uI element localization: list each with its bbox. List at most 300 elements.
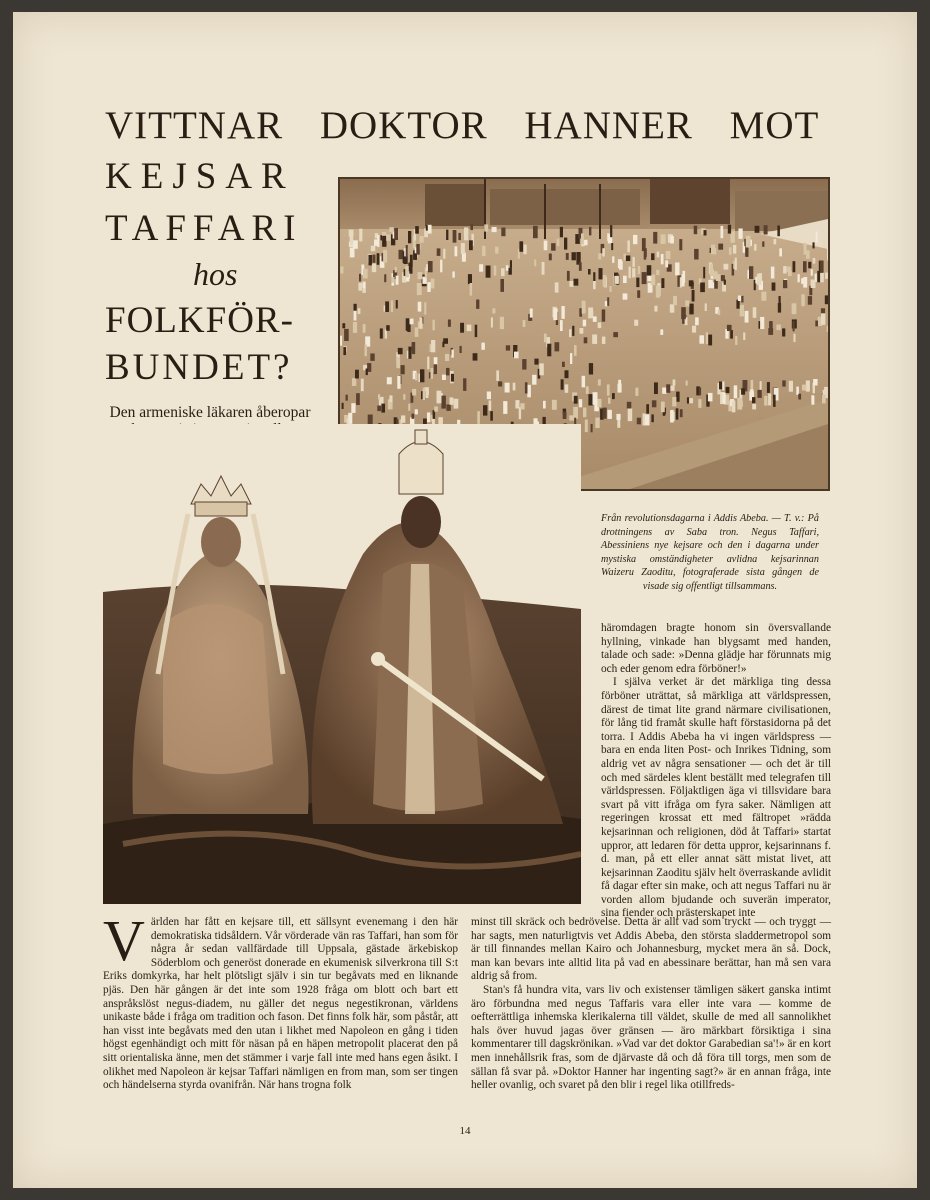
magazine-page — [13, 12, 917, 1188]
crowd-figure — [706, 332, 708, 344]
crowd-figure — [673, 296, 677, 305]
crowd-figure — [729, 247, 732, 255]
crowd-figure — [694, 249, 699, 260]
crowd-figure — [619, 261, 623, 270]
crowd-figure — [591, 424, 593, 432]
crowd-figure — [822, 395, 826, 404]
crowd-figure — [506, 265, 509, 271]
crowd-figure — [661, 234, 666, 244]
crowd-figure — [450, 397, 454, 404]
crowd-figure — [583, 320, 586, 327]
crowd-figure — [452, 271, 454, 277]
crowd-figure — [783, 280, 787, 288]
crowd-figure — [451, 350, 453, 358]
crowd-figure — [572, 326, 574, 336]
crowd-figure — [406, 318, 410, 331]
crowd-figure — [492, 227, 497, 232]
crowd-figure — [361, 379, 364, 392]
crowd-figure — [437, 248, 441, 256]
crowd-figure — [597, 399, 601, 407]
crowd-figure — [772, 283, 776, 291]
paragraph: minst till skräck och bedrövelse. Detta är allt vad som tryckt — och tryggt — har sagts, men naturligtvis vet Addis Abeba, den största sladdermetropol som är till finnandes mellan Kairo och Johannesburg, mycket mera än så. Dock, man kan bevars inte alltid lita på vad en abessinare berättar, han må sen vara aldrig så from. — [471, 916, 831, 983]
crowd-figure — [670, 236, 674, 244]
crowd-figure — [372, 264, 376, 273]
crowd-figure — [610, 286, 612, 292]
crowd-figure — [420, 317, 423, 329]
crowd-figure — [788, 271, 792, 276]
crowd-figure — [801, 294, 805, 306]
crowd-figure — [487, 392, 491, 400]
crowd-figure — [652, 400, 657, 407]
crowd-figure — [460, 323, 464, 333]
crowd-figure — [387, 377, 392, 384]
crowd-figure — [789, 381, 793, 392]
crowd-figure — [670, 304, 675, 312]
crowd-figure — [377, 406, 381, 412]
crowd-figure — [666, 384, 670, 393]
crowd-figure — [743, 332, 745, 340]
crowd-figure — [628, 408, 633, 421]
crowd-figure — [570, 353, 572, 364]
crowd-figure — [661, 402, 665, 413]
crowd-figure — [645, 414, 650, 425]
crowd-figure — [588, 269, 591, 275]
crowd-figure — [585, 420, 588, 433]
crowd-figure — [695, 317, 699, 325]
crowd-figure — [463, 378, 466, 391]
crowd-figure — [514, 352, 519, 359]
crowd-figure — [580, 328, 584, 334]
crowd-figure — [745, 311, 749, 323]
crowd-figure — [392, 277, 395, 283]
crowd-figure — [401, 365, 405, 374]
crowd-figure — [564, 238, 567, 250]
crowd-figure — [582, 301, 586, 314]
crowd-figure — [727, 325, 732, 331]
paragraph: Stan's få hundra vita, vars liv och existenser tämligen säkert ganska intimt äro förbundna med negus Taffaris vara eller inte vara — komme de oefterrättliga inhemska klerikalerna till väldet, skulle de med all sannolikhet hals över huvud jagas över gränsen — äro märkbart försiktiga i sina kommentarer till dagskrönikan. »Vad var det doktor Garabedian sa'!» är en kort men innehållsrik fras, som de djärvaste då och då föra till torgs, men som de sällan få svar på. »Doktor Hanner har ingenting sagt?» är en annan fråga, inte heller ovanlig, och svaret på den blir i regel lika otillfreds- — [471, 983, 831, 1092]
crowd-figure — [632, 268, 635, 277]
crowd-figure — [796, 387, 799, 395]
crowd-figure — [616, 414, 620, 420]
crowd-figure — [730, 330, 733, 339]
crowd-figure — [415, 226, 419, 234]
crowd-figure — [475, 325, 478, 337]
crowd-figure — [602, 248, 605, 256]
crowd-figure — [395, 267, 397, 273]
crowd-figure — [792, 303, 797, 314]
deck-subheading: Den armeniske läkaren åberopar — [109, 404, 311, 421]
crowd-figure — [629, 267, 631, 279]
crowd-figure — [740, 305, 744, 317]
crowd-figure — [386, 234, 390, 240]
crowd-figure — [397, 376, 400, 389]
crowd-figure — [726, 387, 730, 393]
crowd-figure — [446, 404, 450, 411]
crowd-figure — [351, 403, 355, 413]
crowd-figure — [344, 329, 349, 341]
crowd-figure — [751, 380, 754, 389]
crowd-figure — [771, 267, 775, 279]
crowd-figure — [825, 295, 828, 304]
crowd-figure — [657, 252, 660, 258]
crowd-figure — [627, 240, 630, 252]
crowd-figure — [670, 410, 674, 423]
crowd-figure — [782, 328, 785, 336]
crowd-figure — [593, 392, 598, 405]
crowd-figure — [682, 274, 685, 286]
article-column-right — [601, 622, 831, 921]
crowd-figure — [602, 337, 606, 344]
crowd-figure — [418, 302, 422, 312]
crowd-figure — [661, 254, 664, 264]
crowd-figure — [614, 276, 619, 284]
crowd-figure — [793, 321, 795, 331]
crowd-figure — [567, 271, 570, 281]
crowd-figure — [513, 383, 516, 391]
crowd-figure — [426, 225, 428, 230]
crowd-figure — [642, 272, 647, 284]
crowd-figure — [651, 414, 653, 422]
crowd-figure — [406, 245, 408, 258]
crowd-figure — [454, 399, 459, 409]
crowd-figure — [734, 385, 738, 398]
crowd-figure — [408, 347, 411, 359]
crowd-figure — [419, 236, 423, 243]
crowd-figure — [519, 241, 523, 252]
crowd-figure — [768, 328, 773, 335]
crowd-figure — [637, 290, 640, 298]
crowd-figure — [704, 230, 707, 235]
crowd-figure — [637, 418, 641, 425]
crowd-figure — [623, 293, 628, 299]
crowd-figure — [555, 282, 559, 292]
crowd-figure — [764, 396, 767, 406]
crowd-figure — [703, 267, 705, 278]
crowd-figure — [437, 391, 442, 404]
crowd-figure — [736, 300, 739, 309]
crowd-figure — [634, 320, 638, 326]
crowd-figure — [757, 390, 761, 398]
crowd-figure — [752, 404, 756, 410]
crowd-figure — [431, 340, 435, 352]
crowd-figure — [561, 306, 564, 319]
crowd-figure — [428, 261, 433, 272]
crowd-figure — [346, 395, 348, 401]
crowd-figure — [686, 381, 688, 386]
crowd-figure — [560, 320, 563, 331]
crowd-figure — [692, 290, 695, 302]
crowd-figure — [561, 379, 564, 389]
crowd-figure — [366, 369, 368, 376]
crowd-figure — [573, 407, 578, 419]
crowd-figure — [670, 386, 674, 391]
crowd-figure — [496, 370, 499, 381]
crowd-figure — [764, 225, 768, 234]
crowd-figure — [483, 405, 487, 415]
crowd-figure — [728, 225, 731, 234]
crowd-figure — [710, 264, 713, 277]
crowd-figure — [490, 411, 493, 421]
crowd-figure — [549, 254, 552, 261]
crowd-figure — [752, 397, 755, 403]
crowd-figure — [673, 380, 676, 386]
headline-line-1: VITTNAR DOKTOR HANNER MOT — [105, 104, 820, 147]
crowd-figure — [708, 393, 713, 402]
crowd-figure — [801, 278, 804, 284]
crowd-figure — [676, 408, 679, 419]
crowd-figure — [461, 243, 465, 254]
crowd-figure — [551, 243, 556, 251]
crowd-figure — [817, 271, 820, 282]
crowd-figure — [387, 302, 389, 310]
crowd-figure — [579, 308, 582, 317]
crowd-figure — [562, 362, 565, 367]
crowd-figure — [415, 373, 417, 380]
crowd-figure — [508, 268, 512, 275]
crowd-figure — [666, 251, 671, 259]
crowd-figure — [644, 251, 647, 260]
crowd-figure — [501, 268, 505, 276]
crowd-figure — [806, 250, 810, 258]
crowd-figure — [352, 378, 356, 386]
crowd-figure — [618, 384, 622, 393]
crowd-figure — [434, 357, 438, 364]
crowd-figure — [689, 398, 693, 403]
crowd-figure — [593, 281, 596, 289]
crowd-figure — [442, 342, 444, 348]
crowd-figure — [581, 233, 584, 244]
crowd-figure — [505, 383, 510, 393]
crowd-figure — [424, 302, 426, 314]
crowd-figure — [572, 252, 576, 260]
crowd-figure — [723, 393, 726, 404]
crowd-figure — [434, 407, 438, 412]
crowd-figure — [821, 313, 826, 325]
crowd-figure — [359, 229, 362, 242]
paragraph: häromdagen bragte honom sin översvallande hyllning, vinkade han blygsamt med handen, talade och sade: »Denna glädje har förunnats mig och eder genom edra förböner!» — [601, 622, 831, 675]
crowd-figure — [808, 296, 812, 305]
crowd-figure — [626, 256, 630, 262]
crowd-figure — [827, 248, 828, 260]
crowd-figure — [553, 308, 557, 320]
crowd-figure — [685, 300, 689, 306]
crowd-figure — [694, 226, 698, 235]
crowd-figure — [427, 282, 430, 292]
photo-caption: Från revolutionsdagarna i Addis Abeba. — T. v.: På drottningens av Saba tron. Negus Taffari, Abessiniens nye kejsare och den i dagarna under mystiska omständigheter avlidna kejsarinnan Waizeru Zaoditu, fotograferade sista gången de visade sig offentligt tillsammans. — [601, 513, 819, 592]
crowd-figure — [760, 317, 764, 329]
crowd-figure — [638, 266, 640, 274]
crowd-figure — [433, 320, 435, 331]
crowd-figure — [820, 261, 824, 272]
crowd-figure — [380, 328, 383, 338]
crowd-figure — [503, 401, 507, 414]
crowd-figure — [417, 283, 422, 295]
crowd-figure — [762, 241, 764, 246]
crowd-figure — [479, 264, 483, 272]
crowd-figure — [431, 279, 435, 289]
crowd-figure — [721, 226, 724, 238]
crowd-figure — [755, 226, 760, 233]
crowd-figure — [624, 254, 627, 260]
crowd-figure — [692, 326, 696, 333]
crowd-figure — [520, 403, 524, 409]
crowd-figure — [633, 257, 635, 267]
crowd-figure — [627, 402, 632, 409]
crowd-figure — [354, 310, 357, 321]
crowd-figure — [477, 411, 480, 424]
crowd-figure — [522, 359, 526, 370]
crowd-figure — [769, 321, 773, 329]
crowd-figure — [660, 329, 663, 335]
crowd-figure — [470, 283, 473, 296]
crowd-figure — [636, 278, 639, 288]
crowd-figure — [816, 232, 818, 243]
crowd-figure — [369, 255, 373, 265]
headline-line-2: KEJSAR — [105, 156, 295, 197]
crowd-figure — [724, 264, 729, 270]
crowd-figure — [776, 325, 781, 331]
crowd-figure — [446, 368, 450, 376]
crowd-figure — [349, 230, 354, 237]
crowd-figure — [754, 244, 756, 251]
crowd-figure — [370, 354, 374, 361]
crowd-figure — [427, 412, 430, 422]
crowd-figure — [722, 382, 724, 391]
crowd-figure — [820, 273, 824, 283]
crowd-figure — [410, 255, 413, 267]
crowd-figure — [827, 326, 828, 332]
crowd-figure — [377, 253, 380, 265]
crowd-figure — [602, 309, 606, 321]
crowd-figure — [396, 300, 398, 308]
crowd-figure — [427, 225, 431, 234]
crowd-figure — [777, 226, 780, 237]
crowd-figure — [396, 276, 399, 285]
crowd-figure — [713, 271, 718, 279]
crowd-figure — [825, 273, 828, 279]
crowd-figure — [767, 382, 770, 393]
crowd-figure — [418, 272, 423, 279]
crowd-figure — [803, 261, 807, 272]
crowd-figure — [420, 369, 424, 382]
crowd-figure — [365, 345, 367, 357]
crowd-figure — [654, 382, 658, 394]
crowd-figure — [579, 262, 582, 271]
crowd-figure — [623, 276, 627, 283]
crowd-figure — [680, 409, 683, 417]
crowd-figure — [374, 239, 378, 246]
crowd-figure — [689, 304, 693, 315]
crowd-figure — [607, 384, 610, 395]
crowd-figure — [412, 389, 416, 396]
crowd-figure — [653, 232, 657, 244]
crowd-figure — [569, 281, 573, 287]
crowd-figure — [343, 347, 346, 355]
headline-line-4: hos — [193, 256, 238, 292]
crowd-figure — [589, 363, 593, 374]
crowd-figure — [583, 408, 586, 418]
crowd-figure — [822, 239, 826, 247]
crowd-figure — [484, 224, 488, 231]
crowd-figure — [386, 325, 390, 331]
crowd-figure — [718, 244, 723, 250]
crowd-figure — [557, 239, 560, 246]
crowd-figure — [434, 363, 437, 374]
crowd-figure — [399, 250, 404, 259]
crowd-figure — [687, 397, 689, 403]
crowd-figure — [373, 255, 376, 263]
crowd-figure — [340, 336, 342, 346]
crowd-figure — [689, 280, 694, 286]
crowd-figure — [656, 270, 659, 275]
crowd-figure — [588, 394, 592, 405]
crowd-figure — [735, 336, 737, 345]
crowd-figure — [431, 368, 434, 379]
crowd-figure — [532, 375, 536, 385]
crowd-figure — [646, 404, 649, 413]
crowd-figure — [358, 308, 361, 314]
crowd-figure — [599, 268, 603, 279]
crowd-figure — [473, 353, 478, 360]
crowd-figure — [534, 359, 538, 365]
crowd-figure — [533, 226, 538, 238]
crowd-figure — [798, 394, 801, 400]
crowd-figure — [515, 400, 519, 408]
crowd-figure — [811, 269, 813, 276]
crowd-figure — [815, 321, 818, 327]
crowd-figure — [593, 272, 595, 281]
crowd-figure — [811, 396, 814, 405]
crowd-figure — [761, 292, 766, 301]
crowd-figure — [355, 370, 359, 379]
crowd-figure — [565, 370, 569, 378]
crowd-figure — [523, 320, 526, 327]
crowd-figure — [574, 396, 578, 404]
crowd-figure — [612, 256, 614, 263]
crowd-figure — [398, 348, 403, 354]
crowd-figure — [783, 266, 787, 273]
crowd-figure — [698, 399, 701, 408]
crowd-figure — [778, 303, 781, 313]
crowd-figure — [448, 320, 451, 327]
crowd-figure — [498, 381, 502, 386]
crowd-figure — [746, 236, 751, 248]
drop-cap: V — [103, 908, 145, 973]
crowd-figure — [391, 300, 393, 312]
crowd-figure — [525, 382, 528, 393]
crowd-figure — [753, 307, 757, 318]
crowd-figure — [654, 306, 657, 312]
crowd-figure — [774, 239, 777, 244]
crowd-figure — [415, 409, 418, 414]
crowd-figure — [500, 317, 504, 329]
crowd-figure — [401, 415, 405, 422]
crowd-figure — [476, 300, 479, 309]
crowd-figure — [579, 399, 582, 407]
crowd-figure — [584, 337, 588, 343]
crowd-figure — [362, 282, 365, 288]
crowd-figure — [464, 228, 468, 241]
crowd-figure — [482, 246, 485, 256]
crowd-figure — [598, 322, 602, 328]
crowd-figure — [642, 238, 646, 251]
crowd-figure — [350, 248, 355, 258]
crowd-figure — [738, 229, 742, 239]
crowd-figure — [443, 249, 445, 259]
crowd-figure — [569, 329, 571, 337]
crowd-figure — [808, 262, 811, 269]
crowd-figure — [451, 374, 454, 382]
